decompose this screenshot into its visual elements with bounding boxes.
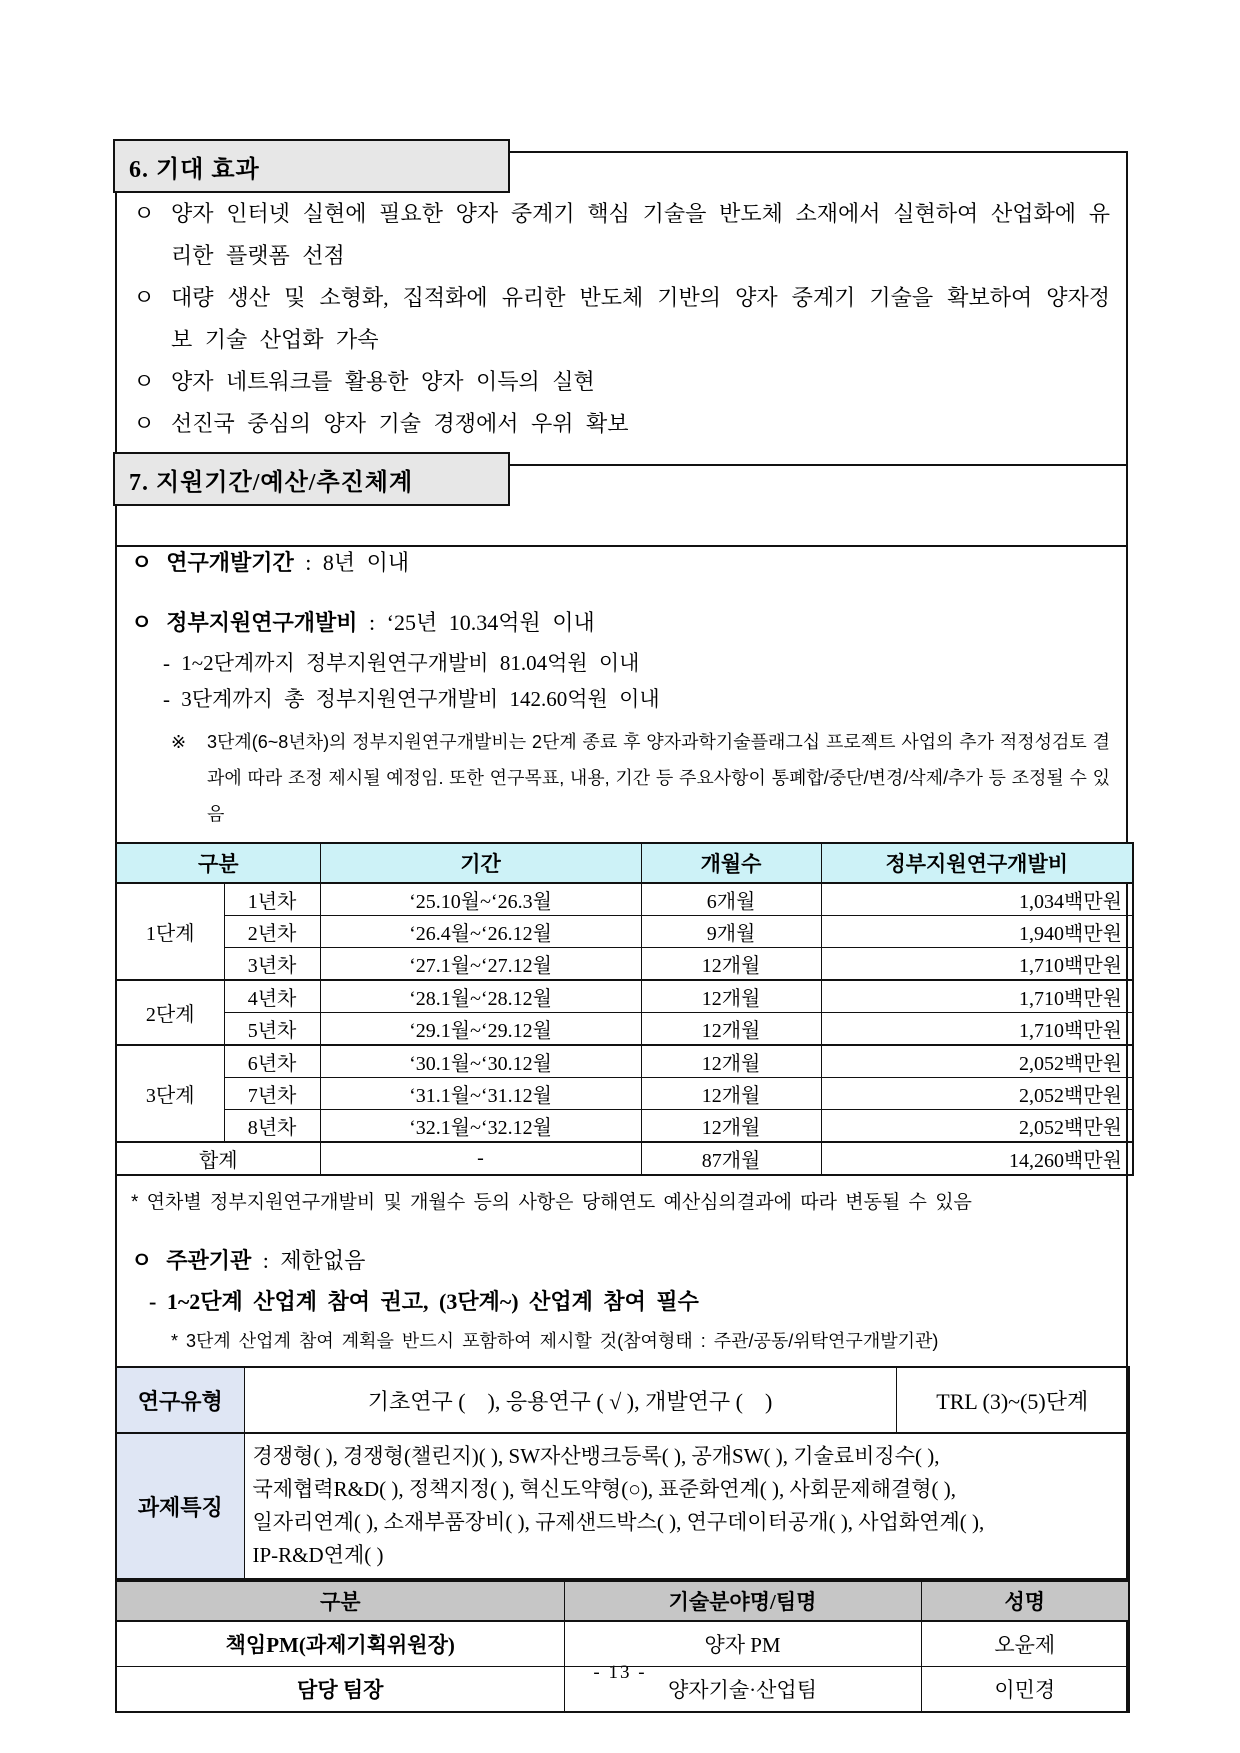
industry-participation-note: * 3단계 산업계 참여 계획을 반드시 포함하여 제시할 것(참여형태 : 주관/공동/위탁연구개발기관) [171, 1331, 939, 1351]
bullet-item [133, 277, 1110, 361]
gov-budget-value: ‘25년 10.34억원 이내 [386, 610, 595, 635]
budget-cell: 1,710백만원 [821, 980, 1133, 1013]
budget-sub-item: - 1~2단계까지 정부지원연구개발비 81.04억원 이내 [163, 651, 640, 675]
period-cell: ‘26.4월~‘26.12월 [320, 916, 641, 948]
total-label-cell: 합계 [116, 1142, 320, 1175]
col-header-period: 기간 [320, 843, 641, 883]
reference-mark: ※ [171, 732, 187, 752]
bullet-marker: ㅇ [133, 411, 155, 436]
item-marker: ㅇ [131, 610, 153, 635]
budget-adjustment-note [171, 724, 1110, 832]
period-cell: ‘27.1월~‘27.12월 [320, 948, 641, 981]
table-row [116, 1078, 1133, 1110]
page-number: - 13 - [593, 1662, 647, 1683]
total-period-cell: - [320, 1142, 641, 1175]
section-7-title: 7. 지원기간/예산/추진체계 [129, 469, 414, 496]
budget-cell: 1,710백만원 [821, 1013, 1133, 1046]
section-6-title: 6. 기대 효과 [129, 156, 260, 183]
budget-cell: 2,052백만원 [821, 1045, 1133, 1078]
table-row [116, 916, 1133, 948]
role-cell: 담당 팀장 [116, 1667, 564, 1713]
period-cell: ‘25.10월~‘26.3월 [320, 883, 641, 916]
trl-cell: TRL (3)~(5)단계 [896, 1367, 1129, 1433]
months-cell: 12개월 [641, 1110, 821, 1143]
item-marker: ㅇ [131, 550, 153, 575]
name-cell: 이민경 [921, 1667, 1129, 1713]
period-cell: ‘30.1월~‘30.12월 [320, 1045, 641, 1078]
section-6-bullet-list [117, 153, 1126, 445]
role-cell: 책임PM(과제기획위원장) [116, 1621, 564, 1667]
period-cell: ‘28.1월~‘28.12월 [320, 980, 641, 1013]
rnd-period-line [131, 546, 1112, 580]
period-cell: ‘29.1월~‘29.12월 [320, 1013, 641, 1046]
period-cell: ‘31.1월~‘31.12월 [320, 1078, 641, 1110]
bullet-marker: ㅇ [133, 201, 155, 226]
year-cell: 4년차 [224, 980, 320, 1013]
year-cell: 1년차 [224, 883, 320, 916]
year-cell: 5년차 [224, 1013, 320, 1046]
task-feature-value-cell [244, 1433, 1129, 1579]
budget-cell: 1,710백만원 [821, 948, 1133, 981]
team-cell: 양자 PM [564, 1621, 921, 1667]
months-cell: 12개월 [641, 1045, 821, 1078]
table-row [116, 1045, 1133, 1078]
section-7-content-box [115, 464, 1128, 1713]
table-row [116, 1667, 1129, 1713]
rnd-period-label: 연구개발기간 [166, 550, 294, 575]
bullet-text: 대량 생산 및 소형화, 집적화에 유리한 반도체 기반의 양자 중계기 기술을 확보하여 양자정보 기술 산업화 가속 [171, 285, 1110, 352]
host-org-label: 주관기관 [166, 1248, 252, 1273]
gov-budget-label: 정부지원연구개발비 [166, 610, 358, 635]
research-type-table [115, 1366, 1130, 1580]
col-header-gubun: 구분 [116, 843, 320, 883]
bullet-marker: ㅇ [133, 369, 155, 394]
host-org-line [131, 1244, 1112, 1278]
col-header-name: 성명 [921, 1581, 1129, 1621]
section-6-header [113, 139, 510, 193]
pm-contact-table [115, 1580, 1130, 1713]
stage-cell: 3단계 [116, 1045, 224, 1142]
budget-cell: 2,052백만원 [821, 1110, 1133, 1143]
months-cell: 12개월 [641, 948, 821, 981]
stage-cell: 2단계 [116, 980, 224, 1045]
months-cell: 9개월 [641, 916, 821, 948]
team-cell: 양자기술·산업팀 [564, 1667, 921, 1713]
total-budget-cell: 14,260백만원 [821, 1142, 1133, 1175]
months-cell: 12개월 [641, 980, 821, 1013]
bullet-item [133, 361, 1110, 403]
gov-budget-line [131, 606, 1112, 640]
table-row [116, 1621, 1129, 1667]
budget-cell: 2,052백만원 [821, 1078, 1133, 1110]
table-header-row [116, 843, 1133, 883]
bullet-item [133, 403, 1110, 445]
budget-sub-item: - 3단계까지 총 정부지원연구개발비 142.60억원 이내 [163, 687, 660, 711]
year-cell: 2년차 [224, 916, 320, 948]
year-cell: 3년차 [224, 948, 320, 981]
task-feature-row [116, 1433, 1129, 1579]
research-type-label-cell: 연구유형 [116, 1367, 244, 1433]
item-marker: ㅇ [131, 1248, 153, 1273]
budget-table-footnote: * 연차별 정부지원연구개발비 및 개월수 등의 사항은 당해연도 예산심의결과에 따라 변동될 수 있음 [131, 1192, 972, 1213]
name-cell: 오윤제 [921, 1621, 1129, 1667]
budget-cell: 1,034백만원 [821, 883, 1133, 916]
table-header-row [116, 1581, 1129, 1621]
task-feature-line: 경쟁형( ), 경쟁형(챌린지)( ), SW자산뱅크등록( ), 공개SW( ), 기술료비징수( ), [252, 1444, 940, 1468]
table-total-row [116, 1142, 1133, 1175]
task-feature-line: 일자리연계( ), 소재부품장비( ), 규제샌드박스( ), 연구데이터공개( ), 사업화연계( ), [252, 1510, 985, 1534]
section-7-header [113, 452, 510, 506]
total-months-cell: 87개월 [641, 1142, 821, 1175]
task-feature-line: IP-R&D연계( ) [252, 1543, 384, 1567]
year-cell: 7년차 [224, 1078, 320, 1110]
bullet-marker: ㅇ [133, 285, 155, 310]
col-header-budget: 정부지원연구개발비 [821, 843, 1133, 883]
task-feature-line: 국제협력R&D( ), 정책지정( ), 혁신도약형(○), 표준화연계( ), 사회문제해결형( ), [252, 1477, 957, 1501]
table-row [116, 1110, 1133, 1143]
table-row [116, 980, 1133, 1013]
industry-participation-line: - 1~2단계 산업계 참여 권고, (3단계~) 산업계 참여 필수 [149, 1289, 699, 1314]
stage-cell: 1단계 [116, 883, 224, 980]
table-row [116, 1013, 1133, 1046]
months-cell: 12개월 [641, 1013, 821, 1046]
year-cell: 8년차 [224, 1110, 320, 1143]
col-header-gubun: 구분 [116, 1581, 564, 1621]
bullet-item [133, 193, 1110, 277]
months-cell: 6개월 [641, 883, 821, 916]
budget-cell: 1,940백만원 [821, 916, 1133, 948]
table-row [116, 883, 1133, 916]
host-org-value: 제한없음 [280, 1248, 366, 1273]
period-cell: ‘32.1월~‘32.12월 [320, 1110, 641, 1143]
separator: : [251, 1248, 281, 1273]
bullet-text: 양자 네트워크를 활용한 양자 이득의 실현 [171, 369, 595, 394]
col-header-team: 기술분야명/팀명 [564, 1581, 921, 1621]
months-cell: 12개월 [641, 1078, 821, 1110]
research-type-row [116, 1367, 1129, 1433]
bullet-text: 양자 인터넷 실현에 필요한 양자 중계기 핵심 기술을 반도체 소재에서 실현하여 산업화에 유리한 플랫폼 선점 [171, 201, 1110, 268]
col-header-months: 개월수 [641, 843, 821, 883]
bullet-text: 선진국 중심의 양자 기술 경쟁에서 우위 확보 [171, 411, 629, 436]
research-type-value-cell: 기초연구 ( ), 응용연구 ( √ ), 개발연구 ( ) [244, 1367, 896, 1433]
budget-adjustment-note-text: 3단계(6~8년차)의 정부지원연구개발비는 2단계 종료 후 양자과학기술플래그십 프로젝트 사업의 추가 적정성검토 결과에 따라 조정 제시될 예정임. 또한 연구목표, 내용, 기간 등 주요사항이 통폐합/중단/변경/삭제/추가 등 조정될 수 있음 [207, 732, 1110, 824]
separator: : [357, 610, 387, 635]
year-cell: 6년차 [224, 1045, 320, 1078]
separator: : [293, 550, 323, 575]
task-feature-label-cell: 과제특징 [116, 1433, 244, 1579]
budget-schedule-table [115, 842, 1134, 1176]
table-row [116, 948, 1133, 981]
rnd-period-value: 8년 이내 [322, 550, 410, 575]
